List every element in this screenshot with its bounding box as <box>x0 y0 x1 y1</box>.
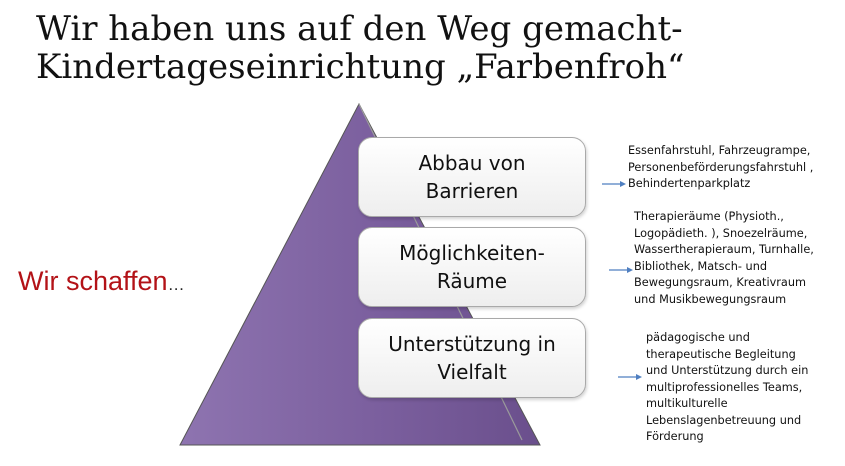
note-line: und Unterstützung durch ein <box>646 364 809 377</box>
level-3-label-line-1: Unterstützung in <box>388 332 556 356</box>
note-line: multiprofessionelles Teams, <box>646 380 803 394</box>
level-box-rooms <box>358 227 586 307</box>
note-support <box>646 330 808 446</box>
note-line: therapeutische Begleitung <box>646 347 796 361</box>
note-barriers <box>628 143 813 193</box>
note-line: und Musikbewegungsraum <box>634 292 787 306</box>
note-line: Wassertherapieraum, Turnhalle, <box>634 243 814 256</box>
level-2-label-line-1: Möglichkeiten- <box>399 241 545 265</box>
note-rooms <box>634 209 814 308</box>
note-line: Bewegungsraum, Kreativraum <box>634 276 807 289</box>
arrow-right-icon <box>609 265 633 275</box>
note-line: Lebenslagenbetreuung und <box>646 413 802 427</box>
note-line: Personenbeförderungsfahrstuhl , <box>628 160 814 174</box>
side-label-ellipsis: … <box>167 275 185 294</box>
level-1-label-line-1: Abbau von <box>418 151 526 175</box>
note-line: multikulturelle <box>646 397 728 410</box>
note-line: Bibliothek, Matsch- und <box>634 259 768 273</box>
note-line: Förderung <box>646 430 704 443</box>
side-label-text: Wir schaffen <box>18 266 168 296</box>
level-box-barriers <box>358 137 586 217</box>
level-2-label-line-2: Räume <box>436 269 508 293</box>
note-line: pädagogische und <box>646 331 750 344</box>
arrow-right-icon <box>602 179 626 189</box>
title-line-2: Kindertageseinrichtung „Farbenfroh“ <box>36 47 685 87</box>
title-line-1: Wir haben uns auf den Weg gemacht- <box>36 9 683 49</box>
note-line: Behindertenparkplatz <box>628 177 751 190</box>
level-1-label-line-2: Barrieren <box>425 179 519 203</box>
level-box-support <box>358 318 586 398</box>
arrow-right-icon <box>618 372 642 382</box>
level-3-label-line-2: Vielfalt <box>437 360 507 384</box>
note-line: Essenfahrstuhl, Fahrzeugrampe, <box>628 144 811 157</box>
note-line: Therapieräume (Physioth., <box>634 210 784 223</box>
note-line: Logopädieth. ), Snoezelräume, <box>634 226 808 240</box>
